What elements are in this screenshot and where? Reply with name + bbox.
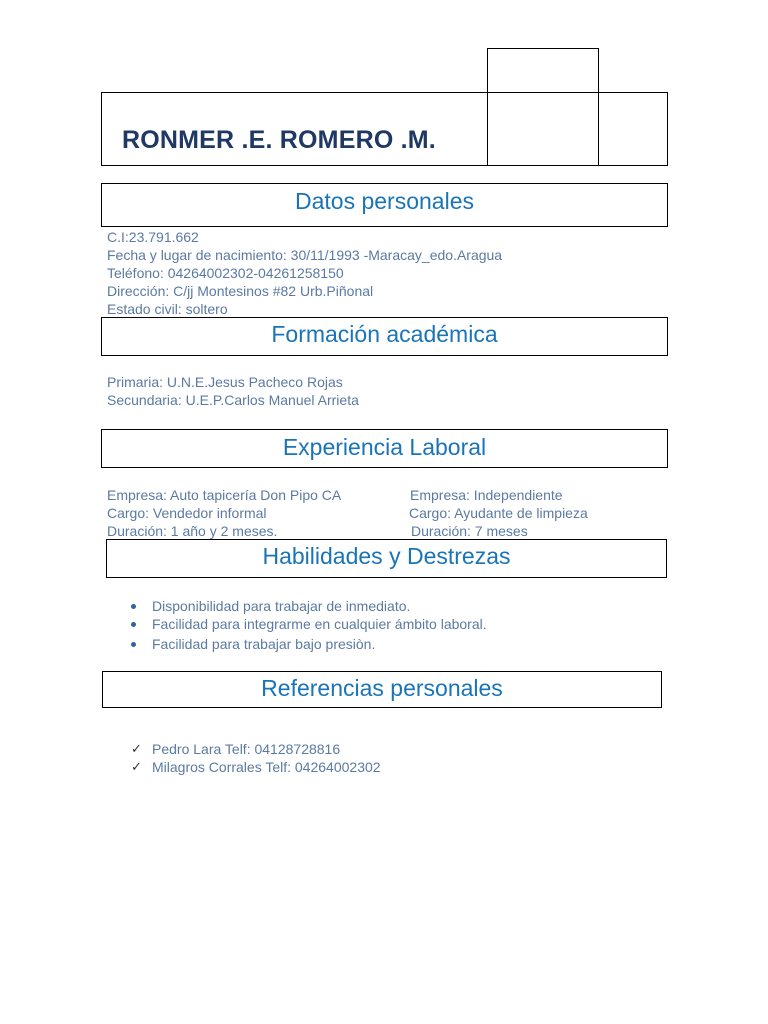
photo-box <box>487 48 599 166</box>
skill-text: Facilidad para trabajar bajo presiòn. <box>152 636 376 652</box>
job1-company: Empresa: Auto tapicería Don Pipo CA <box>107 487 342 503</box>
job2-duration: Duración: 7 meses <box>411 523 528 539</box>
section-title-experiencia: Experiencia Laboral <box>282 434 487 460</box>
personal-address: Dirección: C/jj Montesinos #82 Urb.Piñonal <box>107 283 374 299</box>
skill-text: Disponibilidad para trabajar de inmediato. <box>152 598 411 614</box>
checkmark-icon: ✓ <box>131 741 142 756</box>
skill-item <box>152 597 410 615</box>
reference-text: Pedro Lara Telf: 04128728816 <box>152 741 341 757</box>
reference-item <box>131 740 341 758</box>
reference-item <box>131 758 381 776</box>
reference-text: Milagros Corrales Telf: 04264002302 <box>152 759 381 775</box>
education-primary: Primaria: U.N.E.Jesus Pacheco Rojas <box>107 374 343 390</box>
personal-ci: C.I:23.791.662 <box>107 229 199 245</box>
skill-text: Facilidad para integrarme en cualquier ámbito laboral. <box>152 616 487 632</box>
section-box-referencias <box>102 671 662 708</box>
bullet-dot-icon <box>131 604 136 609</box>
section-box-habilidades <box>106 539 667 578</box>
section-title-formacion: Formación académica <box>271 321 498 347</box>
section-box-datos-personales <box>101 183 668 227</box>
skill-item <box>152 615 487 633</box>
bullet-dot-icon <box>131 642 136 647</box>
education-secondary: Secundaria: U.E.P.Carlos Manuel Arrieta <box>107 392 359 408</box>
job2-company: Empresa: Independiente <box>410 487 563 503</box>
job1-role: Cargo: Vendedor informal <box>107 505 267 521</box>
checkmark-icon: ✓ <box>131 759 142 774</box>
personal-civil-status: Estado civil: soltero <box>107 301 228 317</box>
job1-duration: Duración: 1 año y 2 meses. <box>107 523 278 539</box>
section-title-datos-personales: Datos personales <box>295 188 474 214</box>
personal-birth: Fecha y lugar de nacimiento: 30/11/1993 -Maracay_edo.Aragua <box>107 247 503 263</box>
bullet-dot-icon <box>131 622 136 627</box>
skill-item <box>152 635 375 653</box>
section-box-experiencia <box>101 429 668 468</box>
job2-role: Cargo: Ayudante de limpieza <box>409 505 588 521</box>
candidate-name: RONMER .E. ROMERO .M. <box>122 126 436 154</box>
personal-phone: Teléfono: 04264002302-04261258150 <box>107 265 344 281</box>
section-box-formacion <box>101 317 668 356</box>
section-title-referencias: Referencias personales <box>261 675 503 701</box>
section-title-habilidades: Habilidades y Destrezas <box>262 543 511 569</box>
